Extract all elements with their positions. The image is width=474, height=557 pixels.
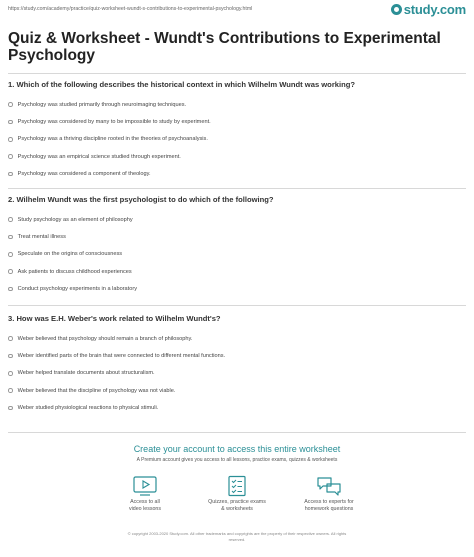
radio-icon[interactable] xyxy=(8,388,13,393)
answer-label: Study psychology as an element of philosophy xyxy=(17,216,133,223)
question-1 xyxy=(8,80,466,182)
answer-label: Psychology was a thriving discipline rooted in the theories of psychoanalysis. xyxy=(17,136,208,143)
radio-icon[interactable] xyxy=(8,217,13,222)
question-text: 2. Wilhelm Wundt was the first psychologist to do which of the following? xyxy=(8,195,274,204)
radio-icon[interactable] xyxy=(8,336,13,341)
title-divider xyxy=(8,73,466,74)
footer-line: reserved. xyxy=(228,537,246,542)
cta-subtitle: A Premium account gives you access to all lessons, practice exams, quizzes & worksheets xyxy=(136,457,338,463)
quiz-checklist-icon xyxy=(224,475,250,497)
cta-divider xyxy=(8,432,466,433)
feature-quizzes xyxy=(192,475,282,513)
study-logo[interactable] xyxy=(391,2,466,17)
feature-label-line: Access to all xyxy=(130,499,160,505)
question-2 xyxy=(8,195,466,297)
answer-label: Psychology was considered a component of theology. xyxy=(17,170,151,177)
answer-option[interactable] xyxy=(8,211,466,228)
answer-label: Weber studied physiological reactions to physical stimuli. xyxy=(17,404,159,411)
answer-label: Conduct psychology experiments in a laboratory xyxy=(17,285,137,292)
radio-icon[interactable] xyxy=(8,269,13,274)
answer-option[interactable] xyxy=(8,280,466,297)
radio-icon[interactable] xyxy=(8,154,13,159)
answer-label: Psychology was studied primarily through neuroimaging techniques. xyxy=(17,101,187,108)
answer-label: Weber helped translate documents about structuralism. xyxy=(17,370,155,377)
question-text: 1. Which of the following describes the historical context in which Wilhelm Wundt was working? xyxy=(8,80,356,89)
feature-label-line: Access to experts for xyxy=(304,499,354,505)
feature-label-line: video lessons xyxy=(128,506,162,512)
answer-label: Psychology was considered by many to be impossible to study by experiment. xyxy=(17,118,211,125)
radio-icon[interactable] xyxy=(8,120,13,125)
question-divider xyxy=(8,188,466,189)
answer-option[interactable] xyxy=(8,399,466,416)
feature-video-lessons xyxy=(100,475,190,513)
radio-icon[interactable] xyxy=(8,102,13,107)
copyright-footer xyxy=(0,531,474,543)
study-logo-icon xyxy=(391,4,402,15)
radio-icon[interactable] xyxy=(8,252,13,257)
cta-title[interactable]: Create your account to access this entire worksheet xyxy=(133,444,341,454)
answer-option[interactable] xyxy=(8,246,466,263)
radio-icon[interactable] xyxy=(8,406,13,411)
question-3 xyxy=(8,314,466,416)
question-text: 3. How was E.H. Weber's work related to Wilhelm Wundt's? xyxy=(8,314,221,323)
radio-icon[interactable] xyxy=(8,354,13,359)
feature-label-line: homework questions xyxy=(304,506,354,512)
radio-icon[interactable] xyxy=(8,371,13,376)
answer-option[interactable] xyxy=(8,228,466,245)
feature-label-line: & worksheets xyxy=(221,506,253,512)
radio-icon[interactable] xyxy=(8,287,13,292)
radio-icon[interactable] xyxy=(8,235,13,240)
answer-option[interactable] xyxy=(8,96,466,113)
answer-label: Weber believed that psychology should remain a branch of philosophy. xyxy=(17,335,193,342)
answer-option[interactable] xyxy=(8,365,466,382)
answer-option[interactable] xyxy=(8,347,466,364)
answer-label: Psychology was an empirical science studied through experiment. xyxy=(17,153,181,160)
radio-icon[interactable] xyxy=(8,172,13,177)
radio-icon[interactable] xyxy=(8,137,13,142)
answer-label: Weber believed that the discipline of psychology was not viable. xyxy=(17,387,176,394)
feature-label xyxy=(284,499,374,513)
answer-label: Treat mental illness xyxy=(17,233,66,240)
footer-line: © copyright 2003-2020 Study.com. All other trademarks and copyrights are the property of their respective owners. All rights xyxy=(127,531,347,536)
page-title: Quiz & Worksheet - Wundt's Contributions to Experimental Psychology xyxy=(8,30,441,64)
feature-label xyxy=(192,499,282,513)
question-divider xyxy=(8,305,466,306)
answer-option[interactable] xyxy=(8,113,466,130)
feature-label-line: Quizzes, practice exams xyxy=(208,499,266,505)
answer-label: Weber identified parts of the brain that were connected to different mental functions. xyxy=(17,352,226,359)
page-url: https://study.com/academy/practice/quiz-worksheet-wundt-s-contributions-to-experimental-psychology.html xyxy=(8,6,253,12)
page-header xyxy=(0,0,474,22)
answer-label: Speculate on the origins of consciousness xyxy=(17,251,123,258)
premium-cta xyxy=(0,444,474,463)
video-play-icon xyxy=(132,475,158,497)
feature-label xyxy=(100,499,190,513)
feature-experts xyxy=(284,475,374,513)
answer-option[interactable] xyxy=(8,263,466,280)
logo-text: study.com xyxy=(403,2,466,17)
answer-label: Ask patients to discuss childhood experiences xyxy=(17,268,132,275)
answer-option[interactable] xyxy=(8,165,466,182)
answer-option[interactable] xyxy=(8,148,466,165)
chat-bubbles-icon xyxy=(316,475,342,497)
answer-option[interactable] xyxy=(8,131,466,148)
answer-option[interactable] xyxy=(8,330,466,347)
answer-option[interactable] xyxy=(8,382,466,399)
